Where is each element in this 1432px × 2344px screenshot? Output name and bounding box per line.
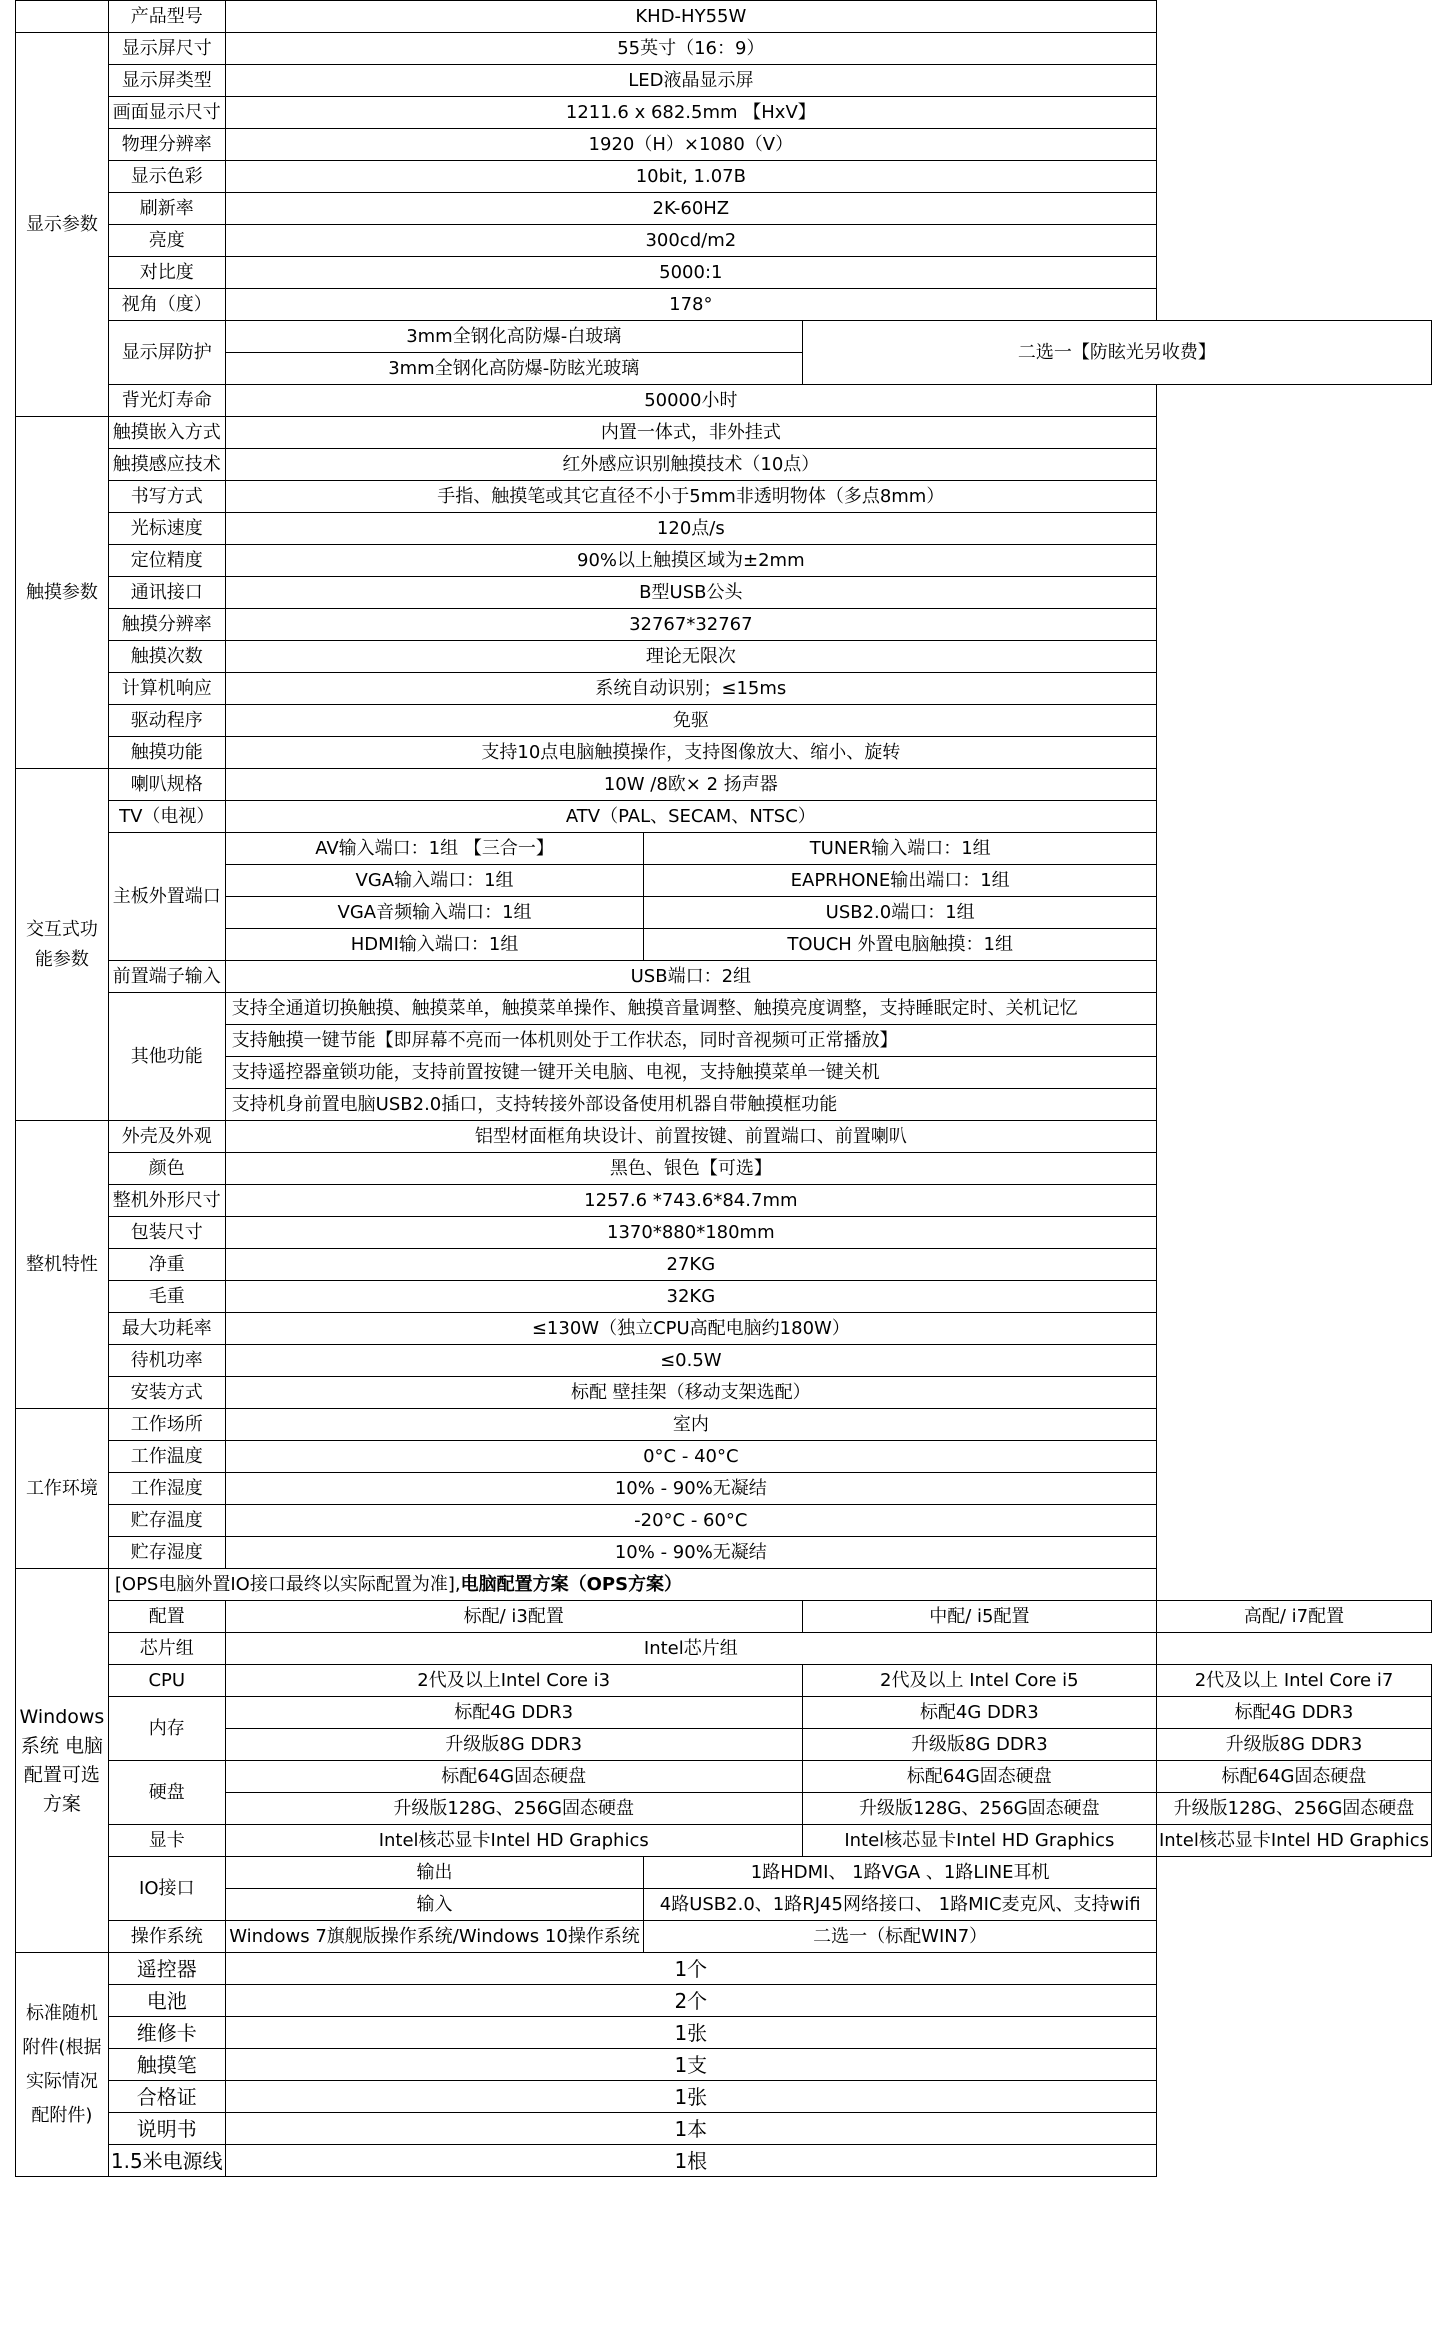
- io-sub-label: 输出: [225, 1857, 644, 1889]
- row-label: 硬盘: [108, 1761, 225, 1825]
- machine-row: [16, 1377, 1432, 1409]
- config-col-2: 升级版128G、256G固态硬盘: [802, 1793, 1156, 1825]
- row-label: 贮存湿度: [108, 1537, 225, 1569]
- row-label: 计算机响应: [108, 673, 225, 705]
- row-value: 室内: [225, 1409, 1156, 1441]
- row-value: 1257.6 *743.6*84.7mm: [225, 1185, 1156, 1217]
- row-label: 显示色彩: [108, 161, 225, 193]
- io-value: 1路HDMI、 1路VGA 、1路LINE耳机: [644, 1857, 1157, 1889]
- row-label: 亮度: [108, 225, 225, 257]
- touch-row: [16, 641, 1432, 673]
- machine-row: [16, 1281, 1432, 1313]
- row-label: 内存: [108, 1697, 225, 1761]
- row-value: 手指、触摸笔或其它直径不小于5mm非透明物体（多点8mm）: [225, 481, 1156, 513]
- row-label: 待机功率: [108, 1345, 225, 1377]
- ports-row: [16, 833, 1432, 865]
- config-col-2: 2代及以上 Intel Core i5: [802, 1665, 1156, 1697]
- row-label: 触摸分辨率: [108, 609, 225, 641]
- display-row: [16, 129, 1432, 161]
- touch-row: [16, 673, 1432, 705]
- protection-note: 二选一【防眩光另收费】: [802, 321, 1431, 385]
- row-value: 系统自动识别；≤15ms: [225, 673, 1156, 705]
- row-value: 55英寸（16：9）: [225, 33, 1156, 65]
- touch-row: [16, 513, 1432, 545]
- function-line: 支持遥控器童锁功能，支持前置按键一键开关电脑、电视，支持触摸菜单一键关机: [225, 1057, 1156, 1089]
- touch-row: [16, 705, 1432, 737]
- row-label: 背光灯寿命: [108, 385, 225, 417]
- ops-memory-row: [16, 1697, 1432, 1729]
- other-function-row: [16, 1025, 1432, 1057]
- config-col-2: 升级版8G DDR3: [802, 1729, 1156, 1761]
- row-value: 10W /8欧× 2 扬声器: [225, 769, 1156, 801]
- row-value: 0°C - 40°C: [225, 1441, 1156, 1473]
- row-value: Intel芯片组: [225, 1633, 1156, 1665]
- port-left: HDMI输入端口：1组: [225, 929, 644, 961]
- ops-disk-row: [16, 1793, 1432, 1825]
- row-label: 显示屏防护: [108, 321, 225, 385]
- row-value: 理论无限次: [225, 641, 1156, 673]
- config-col-2: Intel核芯显卡Intel HD Graphics: [802, 1825, 1156, 1857]
- row-value: 1370*880*180mm: [225, 1217, 1156, 1249]
- config-col-3: Intel核芯显卡Intel HD Graphics: [1156, 1825, 1431, 1857]
- function-line: 支持机身前置电脑USB2.0插口，支持转接外部设备使用机器自带触摸框功能: [225, 1089, 1156, 1121]
- row-model: [16, 1, 1432, 33]
- os-note: 二选一（标配WIN7）: [644, 1921, 1157, 1953]
- row-label: 定位精度: [108, 545, 225, 577]
- row-value: 支持10点电脑触摸操作，支持图像放大、缩小、旋转: [225, 737, 1156, 769]
- accessory-row: [16, 2145, 1432, 2177]
- row-value: 铝型材面框角块设计、前置按键、前置端口、前置喇叭: [225, 1121, 1156, 1153]
- interactive-row: [16, 801, 1432, 833]
- row-label: IO接口: [108, 1857, 225, 1921]
- row-value: 10bit, 1.07B: [225, 161, 1156, 193]
- row-label: 显示屏类型: [108, 65, 225, 97]
- config-col-1: Intel核芯显卡Intel HD Graphics: [225, 1825, 802, 1857]
- row-value: 10% - 90%无凝结: [225, 1473, 1156, 1505]
- ops-banner-title: 电脑配置方案（OPS方案）: [460, 1573, 683, 1595]
- row-label: 工作温度: [108, 1441, 225, 1473]
- environment-row: [16, 1537, 1432, 1569]
- row-label: 整机外形尺寸: [108, 1185, 225, 1217]
- protection-option: 3mm全钢化高防爆-防眩光玻璃: [225, 353, 802, 385]
- row-value: 1个: [225, 1953, 1156, 1985]
- row-label: 光标速度: [108, 513, 225, 545]
- config-col-1: 升级版8G DDR3: [225, 1729, 802, 1761]
- config-col-3: 升级版128G、256G固态硬盘: [1156, 1793, 1431, 1825]
- ports-row: [16, 929, 1432, 961]
- accessory-row: [16, 2113, 1432, 2145]
- port-right: TOUCH 外置电脑触摸：1组: [644, 929, 1157, 961]
- config-col-1: 升级版128G、256G固态硬盘: [225, 1793, 802, 1825]
- row-label: 显示屏尺寸: [108, 33, 225, 65]
- accessory-row: [16, 2081, 1432, 2113]
- row-value: 1张: [225, 2081, 1156, 2113]
- config-col-3: 升级版8G DDR3: [1156, 1729, 1431, 1761]
- row-label: 物理分辨率: [108, 129, 225, 161]
- row-value: 90%以上触摸区域为±2mm: [225, 545, 1156, 577]
- display-row: [16, 257, 1432, 289]
- display-row: [16, 225, 1432, 257]
- machine-row: [16, 1121, 1432, 1153]
- row-label: 工作湿度: [108, 1473, 225, 1505]
- group-interactive: 交互式功能参数: [16, 769, 109, 1121]
- machine-row: [16, 1153, 1432, 1185]
- environment-row: [16, 1441, 1432, 1473]
- row-label: 最大功耗率: [108, 1313, 225, 1345]
- ops-io-row: [16, 1889, 1432, 1921]
- spec-table: [15, 0, 1432, 2177]
- row-value: ≤130W（独立CPU高配电脑约180W）: [225, 1313, 1156, 1345]
- row-value: KHD-HY55W: [225, 1, 1156, 33]
- display-protection-row: [16, 321, 1432, 353]
- row-label: 净重: [108, 1249, 225, 1281]
- config-col-1: 标配4G DDR3: [225, 1697, 802, 1729]
- port-right: TUNER输入端口：1组: [644, 833, 1157, 865]
- row-label: 触摸功能: [108, 737, 225, 769]
- row-value: 1211.6 x 682.5mm 【HxV】: [225, 97, 1156, 129]
- row-label: 安装方式: [108, 1377, 225, 1409]
- row-label: 芯片组: [108, 1633, 225, 1665]
- row-label: 产品型号: [108, 1, 225, 33]
- row-label: 视角（度）: [108, 289, 225, 321]
- environment-row: [16, 1505, 1432, 1537]
- row-label: 遥控器: [108, 1953, 225, 1985]
- touch-row: [16, 417, 1432, 449]
- port-left: VGA输入端口：1组: [225, 865, 644, 897]
- group-ops: Windows系统 电脑配置可选方案: [16, 1569, 109, 1953]
- config-col-1: 2代及以上Intel Core i3: [225, 1665, 802, 1697]
- group-display: 显示参数: [16, 33, 109, 417]
- row-value: 1张: [225, 2017, 1156, 2049]
- ops-chipset-row: [16, 1633, 1432, 1665]
- config-col-3: 2代及以上 Intel Core i7: [1156, 1665, 1431, 1697]
- row-label: 包装尺寸: [108, 1217, 225, 1249]
- display-row: [16, 65, 1432, 97]
- display-row: [16, 193, 1432, 225]
- row-label: 颜色: [108, 1153, 225, 1185]
- machine-row: [16, 1345, 1432, 1377]
- row-label: 刷新率: [108, 193, 225, 225]
- row-value: 2K-60HZ: [225, 193, 1156, 225]
- row-value: 标配 壁挂架（移动支架选配）: [225, 1377, 1156, 1409]
- row-value: 黑色、银色【可选】: [225, 1153, 1156, 1185]
- touch-row: [16, 545, 1432, 577]
- machine-row: [16, 1217, 1432, 1249]
- ops-config-row: [16, 1601, 1432, 1633]
- row-value: 50000小时: [225, 385, 1156, 417]
- row-label: 驱动程序: [108, 705, 225, 737]
- touch-row: [16, 577, 1432, 609]
- row-label: 触摸次数: [108, 641, 225, 673]
- group-accessories: 标准随机附件(根据实际情况配附件): [16, 1953, 109, 2177]
- protection-option: 3mm全钢化高防爆-白玻璃: [225, 321, 802, 353]
- touch-row: [16, 737, 1432, 769]
- row-value: USB端口：2组: [225, 961, 1156, 993]
- config-col-2: 标配4G DDR3: [802, 1697, 1156, 1729]
- row-label: 配置: [108, 1601, 225, 1633]
- accessory-row: [16, 1953, 1432, 1985]
- row-label: 触摸笔: [108, 2049, 225, 2081]
- row-value: 1本: [225, 2113, 1156, 2145]
- config-col-2: 标配64G固态硬盘: [802, 1761, 1156, 1793]
- row-label: 电池: [108, 1985, 225, 2017]
- os-value: Windows 7旗舰版操作系统/Windows 10操作系统: [225, 1921, 644, 1953]
- interactive-row: [16, 769, 1432, 801]
- row-value: 5000:1: [225, 257, 1156, 289]
- row-label: 贮存温度: [108, 1505, 225, 1537]
- row-label: 触摸嵌入方式: [108, 417, 225, 449]
- ops-banner: [108, 1569, 1156, 1601]
- row-value: 免驱: [225, 705, 1156, 737]
- display-row: [16, 97, 1432, 129]
- row-label: 其他功能: [108, 993, 225, 1121]
- config-col-1: 标配64G固态硬盘: [225, 1761, 802, 1793]
- interactive-row: [16, 961, 1432, 993]
- touch-row: [16, 481, 1432, 513]
- ports-row: [16, 897, 1432, 929]
- row-value: 10% - 90%无凝结: [225, 1537, 1156, 1569]
- config-col-3: 标配4G DDR3: [1156, 1697, 1431, 1729]
- row-label: 主板外置端口: [108, 833, 225, 961]
- machine-row: [16, 1249, 1432, 1281]
- row-value: 内置一体式，非外挂式: [225, 417, 1156, 449]
- row-label: 1.5米电源线: [108, 2145, 225, 2177]
- accessory-row: [16, 2017, 1432, 2049]
- row-label: 操作系统: [108, 1921, 225, 1953]
- port-right: USB2.0端口：1组: [644, 897, 1157, 929]
- row-value: B型USB公头: [225, 577, 1156, 609]
- row-label: TV（电视）: [108, 801, 225, 833]
- row-label: 喇叭规格: [108, 769, 225, 801]
- display-row: [16, 33, 1432, 65]
- display-row: [16, 385, 1432, 417]
- row-value: 120点/s: [225, 513, 1156, 545]
- row-label: CPU: [108, 1665, 225, 1697]
- port-left: VGA音频输入端口：1组: [225, 897, 644, 929]
- ops-io-row: [16, 1857, 1432, 1889]
- machine-row: [16, 1185, 1432, 1217]
- config-col-3: 高配/ i7配置: [1156, 1601, 1431, 1633]
- row-value: 178°: [225, 289, 1156, 321]
- group-environment: 工作环境: [16, 1409, 109, 1569]
- row-label: 维修卡: [108, 2017, 225, 2049]
- ports-row: [16, 865, 1432, 897]
- display-row: [16, 289, 1432, 321]
- row-value: 32KG: [225, 1281, 1156, 1313]
- row-value: ≤0.5W: [225, 1345, 1156, 1377]
- io-value: 4路USB2.0、1路RJ45网络接口、 1路MIC麦克风、支持wifi: [644, 1889, 1157, 1921]
- row-label: 显卡: [108, 1825, 225, 1857]
- environment-row: [16, 1473, 1432, 1505]
- row-label: 外壳及外观: [108, 1121, 225, 1153]
- row-value: 1920（H）×1080（V）: [225, 129, 1156, 161]
- ops-gpu-row: [16, 1825, 1432, 1857]
- port-right: EAPRHONE输出端口：1组: [644, 865, 1157, 897]
- row-label: 说明书: [108, 2113, 225, 2145]
- machine-row: [16, 1313, 1432, 1345]
- group-machine: 整机特性: [16, 1121, 109, 1409]
- port-left: AV输入端口：1组 【三合一】: [225, 833, 644, 865]
- row-label: 毛重: [108, 1281, 225, 1313]
- row-label: 前置端子输入: [108, 961, 225, 993]
- row-label: 工作场所: [108, 1409, 225, 1441]
- ops-banner-note: [OPS电脑外置IO接口最终以实际配置为准],: [114, 1573, 461, 1595]
- ops-cpu-row: [16, 1665, 1432, 1697]
- accessory-row: [16, 1985, 1432, 2017]
- cell-empty: [16, 1, 109, 33]
- other-function-row: [16, 1057, 1432, 1089]
- row-label: 书写方式: [108, 481, 225, 513]
- touch-row: [16, 609, 1432, 641]
- row-value: 红外感应识别触摸技术（10点）: [225, 449, 1156, 481]
- other-function-row: [16, 993, 1432, 1025]
- row-value: 2个: [225, 1985, 1156, 2017]
- config-col-1: 标配/ i3配置: [225, 1601, 802, 1633]
- io-sub-label: 输入: [225, 1889, 644, 1921]
- environment-row: [16, 1409, 1432, 1441]
- row-value: 1根: [225, 2145, 1156, 2177]
- other-function-row: [16, 1089, 1432, 1121]
- row-label: 通讯接口: [108, 577, 225, 609]
- row-label: 触摸感应技术: [108, 449, 225, 481]
- touch-row: [16, 449, 1432, 481]
- row-label: 合格证: [108, 2081, 225, 2113]
- row-value: 300cd/m2: [225, 225, 1156, 257]
- ops-banner-row: [16, 1569, 1432, 1601]
- accessory-row: [16, 2049, 1432, 2081]
- row-value: 1支: [225, 2049, 1156, 2081]
- row-value: ATV（PAL、SECAM、NTSC）: [225, 801, 1156, 833]
- row-value: LED液晶显示屏: [225, 65, 1156, 97]
- function-line: 支持触摸一键节能【即屏幕不亮而一体机则处于工作状态，同时音视频可正常播放】: [225, 1025, 1156, 1057]
- row-value: -20°C - 60°C: [225, 1505, 1156, 1537]
- config-col-3: 标配64G固态硬盘: [1156, 1761, 1431, 1793]
- display-row: [16, 161, 1432, 193]
- row-value: 27KG: [225, 1249, 1156, 1281]
- ops-os-row: [16, 1921, 1432, 1953]
- row-value: 32767*32767: [225, 609, 1156, 641]
- config-col-2: 中配/ i5配置: [802, 1601, 1156, 1633]
- ops-memory-row: [16, 1729, 1432, 1761]
- row-label: 画面显示尺寸: [108, 97, 225, 129]
- function-line: 支持全通道切换触摸、触摸菜单，触摸菜单操作、触摸音量调整、触摸亮度调整，支持睡眠定时、关机记忆: [225, 993, 1156, 1025]
- row-label: 对比度: [108, 257, 225, 289]
- ops-disk-row: [16, 1761, 1432, 1793]
- group-touch: 触摸参数: [16, 417, 109, 769]
